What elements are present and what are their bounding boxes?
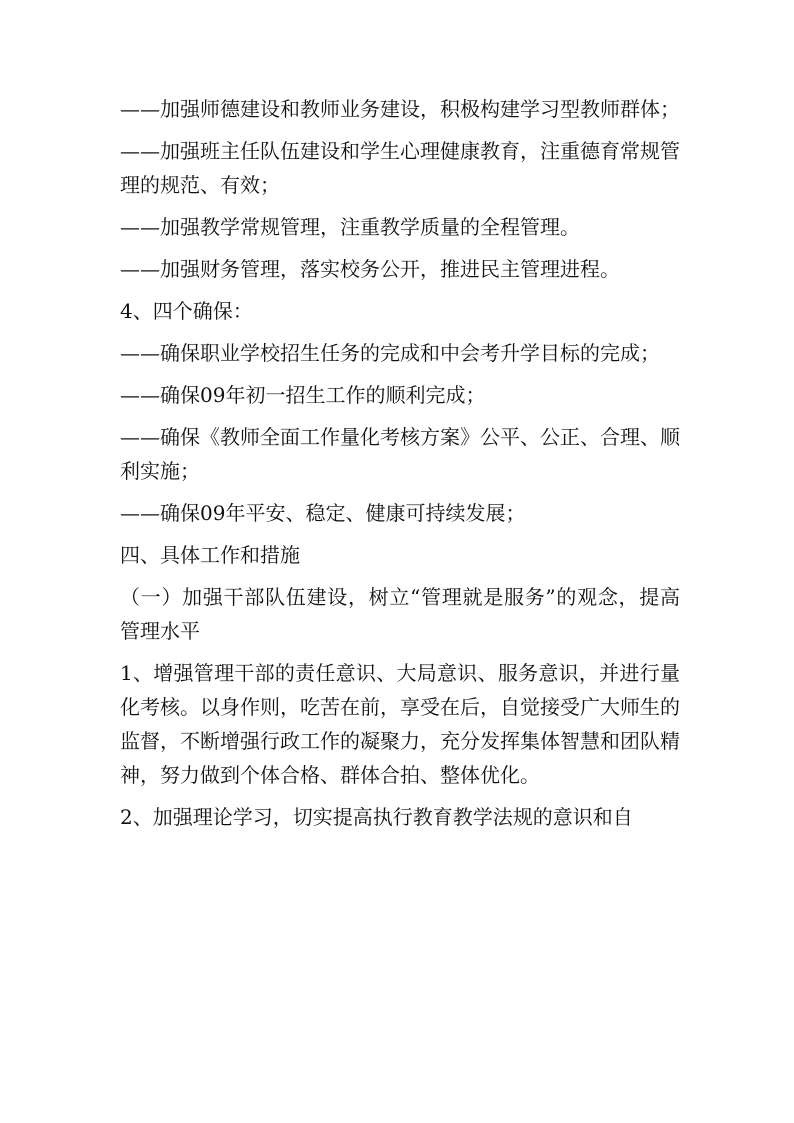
paragraph-enrollment: ——确保职业学校招生任务的完成和中会考升学目标的完成； [120,341,660,365]
heading-four-ensures: 4、四个确保： [120,299,253,323]
heading-specific-measures: 四、具体工作和措施 [120,543,300,567]
paragraph-assessment-plan: ——确保《教师全面工作量化考核方案》公平、公正、合理、顺利实施； [120,425,680,483]
paragraph-cadre-building: （一）加强干部队伍建设，树立“管理就是服务”的观念，提高管理水平 [120,585,680,643]
paragraph-theory-study: 2、加强理论学习，切实提高执行教育教学法规的意识和自 [120,805,633,829]
paragraph-teacher-ethics: ——加强师德建设和教师业务建设，积极构建学习型教师群体； [120,97,680,121]
paragraph-responsibility: 1、增强管理干部的责任意识、大局意识、服务意识，并进行量化考核。以身作则，吃苦在前，享受在后，自觉接受广大师生的监督，不断增强行政工作的凝聚力，充分发挥集体智慧和团队精神，努力做到个体合格、群体合拍、整体优化。 [120,661,680,787]
paragraph-teaching-routine: ——加强教学常规管理，注重教学质量的全程管理。 [120,215,580,239]
paragraph-class-teacher: ——加强班主任队伍建设和学生心理健康教育，注重德育常规管理的规范、有效； [120,139,680,197]
document-body [120,92,680,842]
paragraph-finance: ——加强财务管理，落实校务公开，推进民主管理进程。 [120,257,620,281]
paragraph-grade-one: ——确保09年初一招生工作的顺利完成； [120,383,486,407]
paragraph-safety: ——确保09年平安、稳定、健康可持续发展； [120,501,526,525]
